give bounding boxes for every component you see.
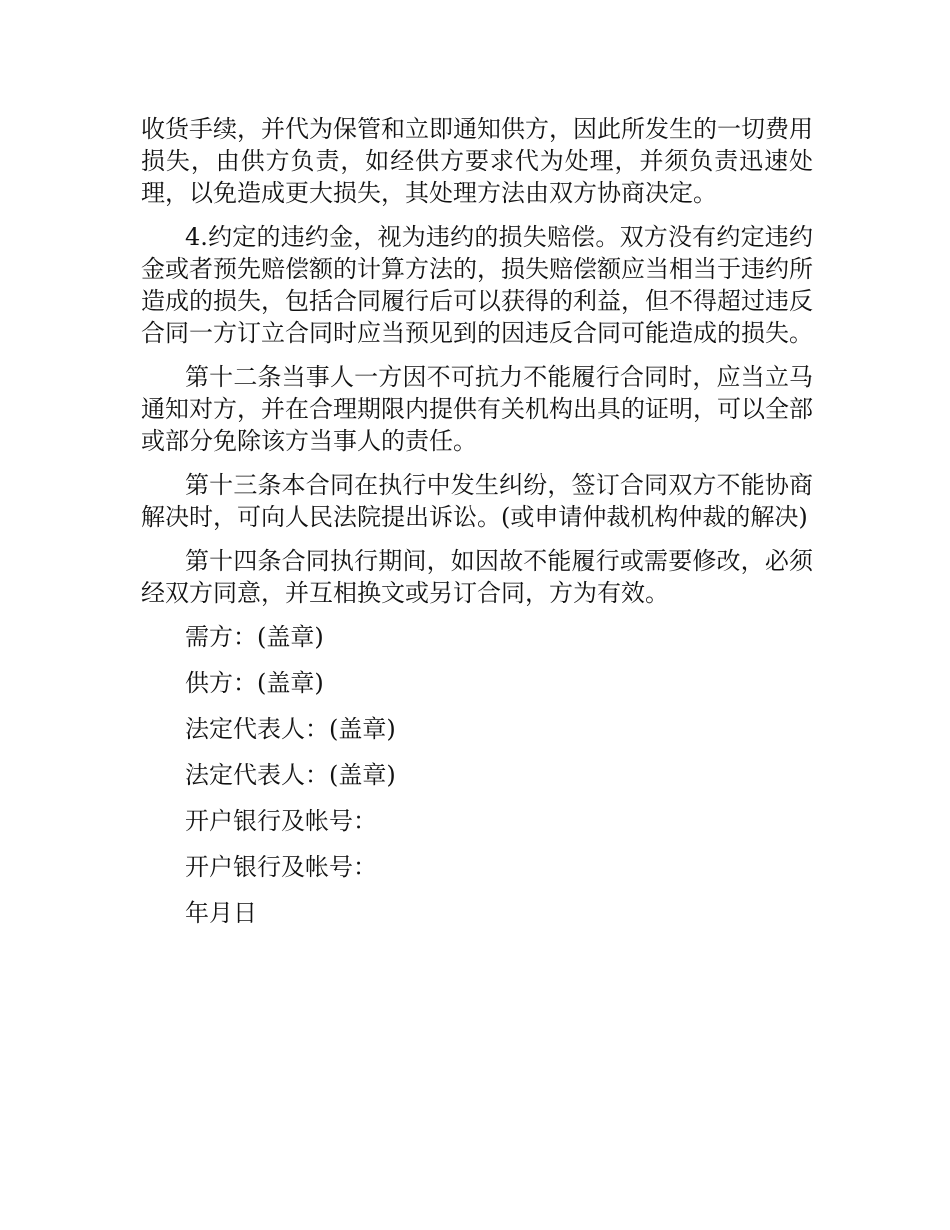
- paragraph-article-14: 第十四条合同执行期间，如因故不能履行或需要修改，必须经双方同意，并互相换文或另订合同，方为有效。: [141, 547, 813, 607]
- signature-supplier: 供方：(盖章): [185, 669, 324, 697]
- signature-date: 年月日: [185, 899, 257, 927]
- paragraph-continuation: 收货手续，并代为保管和立即通知供方，因此所发生的一切费用损失，由供方负责，如经供方要求代为处理，并须负责迅速处理，以免造成更大损失，其处理方法由双方协商决定。: [141, 115, 813, 207]
- paragraph-penalty: 4.约定的违约金，视为违约的损失赔偿。双方没有约定违约金或者预先赔偿额的计算方法的，损失赔偿额应当相当于违约所造成的损失，包括合同履行后可以获得的利益，但不得超过违反合同一方订立合同时应当预见到的因违反合同可能造成的损失。: [141, 223, 813, 347]
- paragraph-article-12: 第十二条当事人一方因不可抗力不能履行合同时，应当立马通知对方，并在合理期限内提供有关机构出具的证明，可以全部或部分免除该方当事人的责任。: [141, 363, 813, 455]
- signature-legal-rep-1: 法定代表人：(盖章): [185, 715, 396, 743]
- paragraph-article-13: 第十三条本合同在执行中发生纠纷，签订合同双方不能协商解决时，可向人民法院提出诉讼。(或申请仲裁机构仲裁的解决): [141, 471, 813, 531]
- signature-legal-rep-2: 法定代表人：(盖章): [185, 761, 396, 789]
- document-body: [141, 113, 813, 943]
- bank-account-2: 开户银行及帐号：: [185, 853, 377, 881]
- bank-account-1: 开户银行及帐号：: [185, 807, 377, 835]
- signature-buyer: 需方：(盖章): [185, 623, 324, 651]
